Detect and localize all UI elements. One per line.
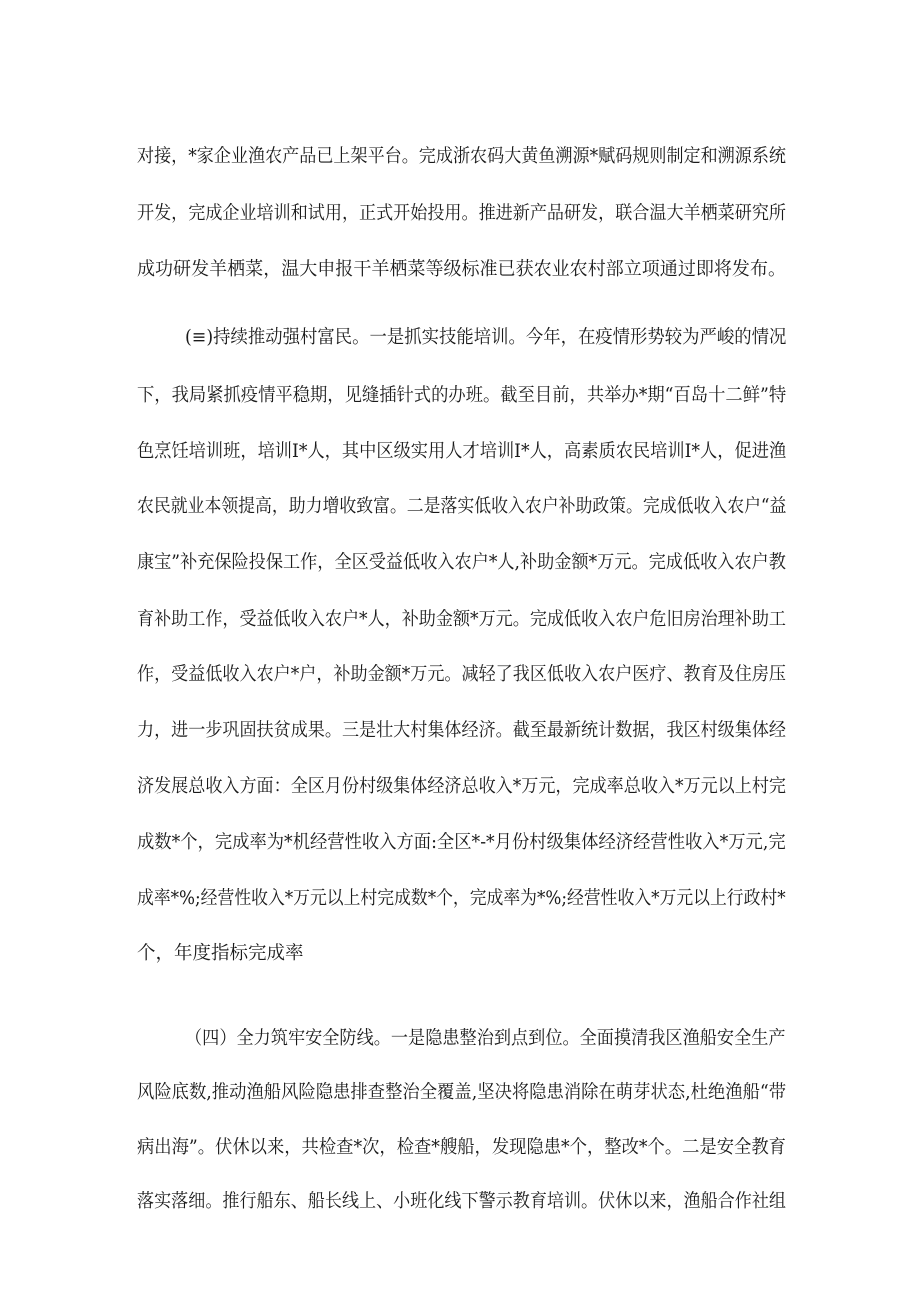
paragraph-line: 农民就业本领提高，助力增收致富。二是落实低收入农户补助政策。完成低收入农户“益 xyxy=(137,496,787,517)
paragraph-line: （四）全力筑牢安全防线。一是隐患整治到点到位。全面摸清我区渔船安全生产 xyxy=(185,1028,786,1049)
paragraph-line: 济发展总收入方面：全区月份村级集体经济总收入*万元，完成率总收入*万元以上村完 xyxy=(137,776,787,797)
paragraph-line: 风险底数,推动渔船风险隐患排查整治全覆盖,坚决将隐患消除在萌芽状态,杜绝渔船“带 xyxy=(137,1082,787,1103)
paragraph-line: 色烹饪培训班，培训I*人，其中区级实用人才培训I*人，高素质农民培训I*人，促进渔 xyxy=(137,441,787,462)
paragraph-line: 开发，完成企业培训和试用，正式开始投用。推进新产品研发，联合温大羊栖菜研究所 xyxy=(137,203,787,224)
paragraph-line: 作，受益低收入农户*户，补助金额*万元。减轻了我区低收入农户医疗、教育及住房压 xyxy=(137,664,787,685)
paragraph-line: 力，进一步巩固扶贫成果。三是壮大村集体经济。截至最新统计数据，我区村级集体经 xyxy=(137,720,787,741)
paragraph-line: (≡)持续推动强村富民。一是抓实技能培训。今年，在疫情形势较为严峻的情况 xyxy=(185,327,787,348)
paragraph-line: 康宝”补充保险投保工作，全区受益低收入农户*人,补助金额*万元。完成低收入农户教 xyxy=(137,552,786,573)
paragraph-line: 育补助工作，受益低收入农户*人，补助金额*万元。完成低收入农户危旧房治理补助工 xyxy=(137,609,787,630)
paragraph-line: 对接，*家企业渔农产品已上架平台。完成浙农码大黄鱼溯源*赋码规则制定和溯源系统 xyxy=(137,146,787,167)
paragraph-line: 下，我局紧抓疫情平稳期，见缝插针式的办班。截至目前，共举办*期“百岛十二鲜”特 xyxy=(137,385,787,406)
paragraph-line: 病出海”。伏休以来，共检查*次，检查*艘船，发现隐患*个，整改*个。二是安全教育 xyxy=(137,1137,786,1158)
paragraph-line: 成率*%;经营性收入*万元以上村完成数*个，完成率为*%;经营性收入*万元以上行政村* xyxy=(137,888,786,909)
paragraph-line: 成功研发羊栖菜，温大申报干羊栖菜等级标准已获农业农村部立项通过即将发布。 xyxy=(137,259,787,280)
paragraph-line: 成数*个，完成率为*机经营性收入方面:全区*-*月份村级集体经济经营性收入*万元,完 xyxy=(137,832,786,853)
paragraph-line: 个，年度指标完成率 xyxy=(137,943,304,964)
paragraph-line: 落实落细。推行船东、船长线上、小班化线下警示教育培训。伏休以来，渔船合作社组 xyxy=(137,1191,787,1212)
